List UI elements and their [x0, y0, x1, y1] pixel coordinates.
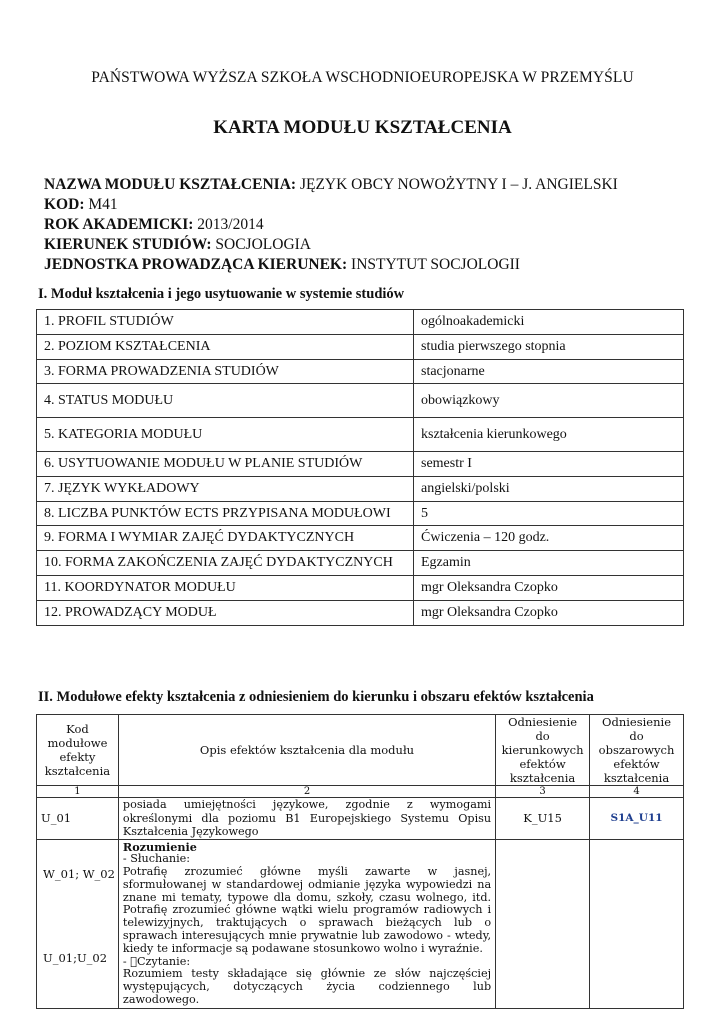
teaching-unit-row: JEDNOSTKA PROWADZĄCA KIERUNEK: INSTYTUT SOCJOLOGII	[44, 256, 520, 273]
table-row: 2. POZIOM KSZTAŁCENIA studia pierwszego stopnia	[37, 335, 684, 360]
field-reference: K_U15	[496, 798, 590, 840]
table-row: 4. STATUS MODUŁU obowiązkowy	[37, 384, 684, 418]
table-row: 11. KOORDYNATOR MODUŁU mgr Oleksandra Czopko	[37, 576, 684, 601]
module-code-value: M41	[88, 196, 118, 213]
table-row: 10. FORMA ZAKOŃCZENIA ZAJĘĆ DYDAKTYCZNYCH Egzamin	[37, 551, 684, 576]
module-name-row: NAZWA MODUŁU KSZTAŁCENIA: JĘZYK OBCY NOWOŻYTNY I – J. ANGIELSKI	[44, 176, 618, 193]
table-row: 8. LICZBA PUNKTÓW ECTS PRZYPISANA MODUŁOWI 5	[37, 502, 684, 526]
header-code: Kod modułowe efekty kształcenia	[37, 715, 119, 786]
listening-subheading: - Słuchanie:	[122, 852, 191, 866]
module-name-label: NAZWA MODUŁU KSZTAŁCENIA	[44, 176, 291, 193]
university-name: PAŃSTWOWA WYŻSZA SZKOŁA WSCHODNIOEUROPEJSKA W PRZEMYŚLU	[91, 69, 634, 86]
header-area-reference: Odniesienie do obszarowych efektów kształcenia	[590, 715, 684, 786]
module-info-table	[36, 309, 684, 626]
table-row: 6. USYTUOWANIE MODUŁU W PLANIE STUDIÓW semestr I	[37, 452, 684, 477]
academic-year-label: ROK AKADEMICKI	[44, 216, 189, 233]
table-header-row	[37, 715, 684, 786]
area-reference-empty	[590, 839, 684, 1008]
academic-year-row: ROK AKADEMICKI: 2013/2014	[44, 216, 264, 233]
table-row: 1. PROFIL STUDIÓW ogólnoakademicki	[37, 310, 684, 335]
teaching-unit-label: JEDNOSTKA PROWADZĄCA KIERUNEK	[44, 256, 342, 273]
table-row: 12. PROWADZĄCY MODUŁ mgr Oleksandra Czopko	[37, 601, 684, 626]
outcome-code-a: W_01; W_02	[43, 866, 115, 881]
teaching-unit-value: INSTYTUT SOCJOLOGII	[351, 256, 520, 273]
field-of-study-label: KIERUNEK STUDIÓW	[44, 236, 207, 253]
table-row: 7. JĘZYK WYKŁADOWY angielski/polski	[37, 477, 684, 502]
table-row	[37, 798, 684, 840]
field-of-study-row: KIERUNEK STUDIÓW: SOCJOLOGIA	[44, 236, 311, 253]
table-row	[37, 839, 684, 1008]
comprehension-heading: Rozumienie	[122, 839, 197, 854]
area-reference: S1A_U11	[590, 798, 684, 840]
column-number-row: 1 2 3 4	[37, 786, 684, 798]
reading-text: Rozumiem testy składające się głównie ze słów najczęściej występujących, dotyczących życia codziennego lub zawodowego.	[122, 967, 492, 1007]
table-row: 9. FORMA I WYMIAR ZAJĘĆ DYDAKTYCZNYCH Ćwiczenia – 120 godz.	[37, 526, 684, 551]
module-name-value: JĘZYK OBCY NOWOŻYTNY I – J. ANGIELSKI	[299, 176, 618, 193]
outcome-description-long	[118, 839, 495, 1008]
outcome-code-b: U_01;U_02	[43, 950, 108, 965]
outcome-codes-cell	[37, 839, 119, 1008]
outcome-code: U_01	[37, 798, 119, 840]
field-of-study-value: SOCJOLOGIA	[215, 236, 311, 253]
table-row: 3. FORMA PROWADZENIA STUDIÓW stacjonarne	[37, 360, 684, 384]
learning-outcomes-table	[36, 714, 684, 1009]
module-metadata	[44, 175, 694, 275]
field-reference-empty	[496, 839, 590, 1008]
header-field-reference: Odniesienie do kierunkowych efektów kształcenia	[496, 715, 590, 786]
reading-subheading: - Czytanie:	[122, 954, 184, 968]
document-title: KARTA MODUŁU KSZTAŁCENIA	[213, 117, 512, 138]
academic-year-value: 2013/2014	[197, 216, 264, 233]
listening-text: Potrafię zrozumieć główne myśli zawarte w jasnej, sformułowanej w standardowej odmianie języka wypowiedzi na znane mi tematy, typowe dla domu, szkoły, czasu wolnego, itd. Potrafię zrozumieć główne wątki wielu programów radiowych i telewizyjnych, traktujących o sprawach bieżących lub o sprawach interesujących mnie prywatnie lub zawodowo - wtedy, kiedy te informacje są podawane stosunkowo wolno i wyraźnie.	[122, 865, 492, 955]
module-code-label: KOD	[44, 196, 80, 213]
section-2-heading: II. Modułowe efekty kształcenia z odniesieniem do kierunku i obszaru efektów kształcenia	[38, 689, 594, 705]
module-code-row: KOD: M41	[44, 196, 118, 213]
header-description: Opis efektów kształcenia dla modułu	[118, 715, 495, 786]
outcome-description: posiada umiejętności językowe, zgodnie z wymogami określonymi dla poziomu B1 Europejskiego Systemu Opisu Kształcenia Językowego	[118, 798, 495, 840]
section-1-heading: I. Moduł kształcenia i jego usytuowanie w systemie studiów	[38, 286, 405, 302]
table-row: 5. KATEGORIA MODUŁU kształcenia kierunkowego	[37, 418, 684, 452]
